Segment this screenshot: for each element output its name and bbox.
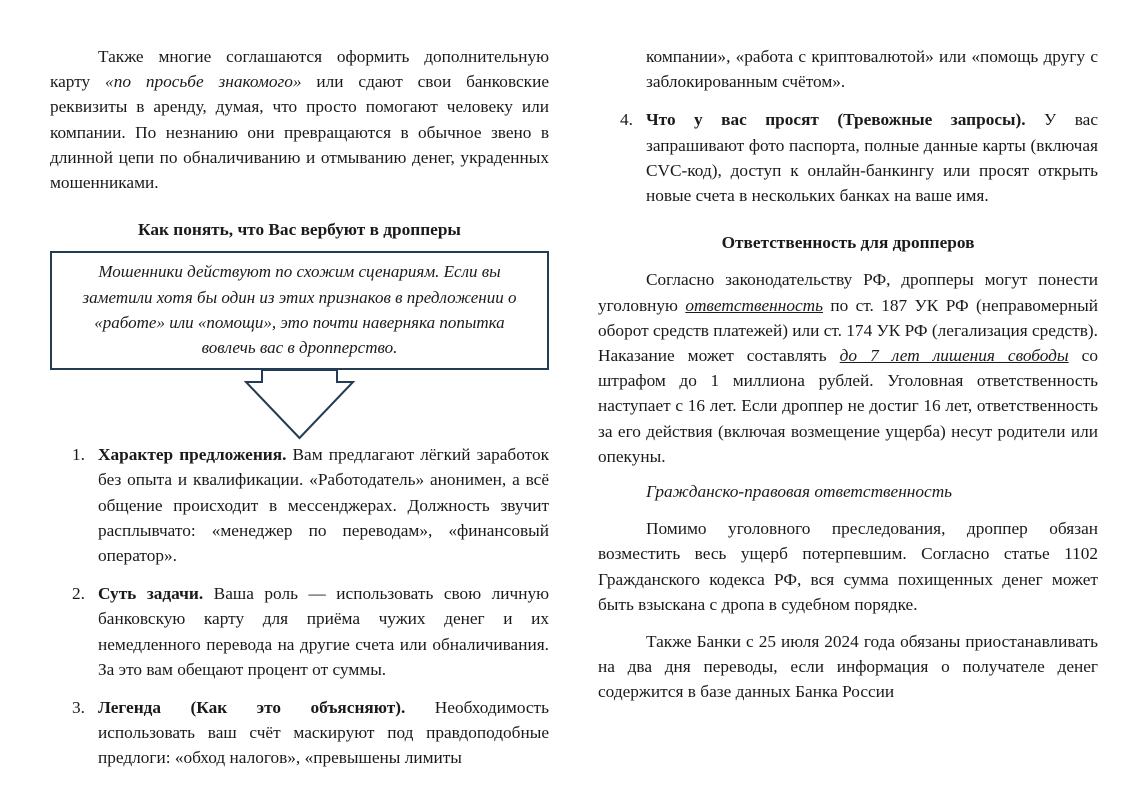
signs-list xyxy=(50,442,549,770)
intro-paragraph: Также многие соглашаются оформить дополнительную карту «по просьбе знакомого» или сдают свои банковские реквизиты в аренду, думая, что просто помогают человеку или компании. По незнанию они превращаются в обычное звено в длинной цепи по обналичиванию и отмыванию денег, украденных мошенниками. xyxy=(50,47,549,193)
bank-transfer-paragraph: Также Банки с 25 июля 2024 года обязаны приостанавливать на два дня переводы, если информация о получателе денег содержится в базе данных Банка России xyxy=(598,632,1098,702)
right-column xyxy=(598,44,1098,705)
signs-list-continued xyxy=(598,44,1098,208)
arrow-down-icon xyxy=(50,370,549,442)
section-heading-recruit: Как понять, что Вас вербуют в дропперы xyxy=(138,220,461,240)
list-item-continuation: компании», «работа с криптовалютой» или «помощь другу с заблокированным счётом». xyxy=(646,47,1098,92)
list-item: 1. Характер предложения. Вам предлагают лёгкий заработок без опыта и квалификации. «Работодатель» анонимен, а всё общение происходит в мессенджерах. Должность звучит расплывчато: «менеджер по переводам», «финансовый оператор». xyxy=(72,445,549,566)
criminal-liability-paragraph: Согласно законодательству РФ, дропперы могут понести уголовную ответственность по ст. 187 УК РФ (неправомерный оборот средств платежей) или ст. 174 УК РФ (легализация средств). Наказание может составлять до 7 лет лишения свободы со штрафом до 1 миллиона рублей. Уголовная ответственность наступает с 16 лет. Если дроппер не достиг 16 лет, ответственность за его действия (включая возмещение ущерба) несут родители или опекуны. xyxy=(598,270,1098,466)
civil-liability-paragraph: Помимо уголовного преследования, дроппер обязан возместить весь ущерб потерпевшим. Согласно статье 1102 Гражданского кодекса РФ, вся сумма похищенных денег может быть взыскана с дропа в судебном порядке. xyxy=(598,519,1098,614)
list-item: 4. Что у вас просят (Тревожные запросы). У вас запрашивают фото паспорта, полные данные карты (включая CVC-код), доступ к онлайн-банкингу или просят открыть новые счета в нескольких банках на ваше имя. xyxy=(620,110,1098,206)
warning-callout-box xyxy=(50,251,549,370)
list-item: 3. Легенда (Как это объясняют). Необходимость использовать ваш счёт маскируют под правдоподобные предлоги: «обход налогов», «превышены лимиты xyxy=(72,698,549,768)
list-item: 2. Суть задачи. Ваша роль — использовать свою личную банковскую карту для приёма чужих денег и их немедленного перевода на другие счета или обналичивания. За это вам обещают процент от суммы. xyxy=(72,584,549,679)
section-heading-responsibility: Ответственность для дропперов xyxy=(721,233,975,253)
callout-text: Мошенники действуют по схожим сценариям. Если вы заметили хотя бы один из этих признаков в предложении о «работе» или «помощи», это почти наверняка попытка вовлечь вас в дропперство. xyxy=(82,262,517,358)
left-column xyxy=(50,44,549,771)
civil-liability-subheading: Гражданско-правовая ответственность xyxy=(646,482,953,502)
